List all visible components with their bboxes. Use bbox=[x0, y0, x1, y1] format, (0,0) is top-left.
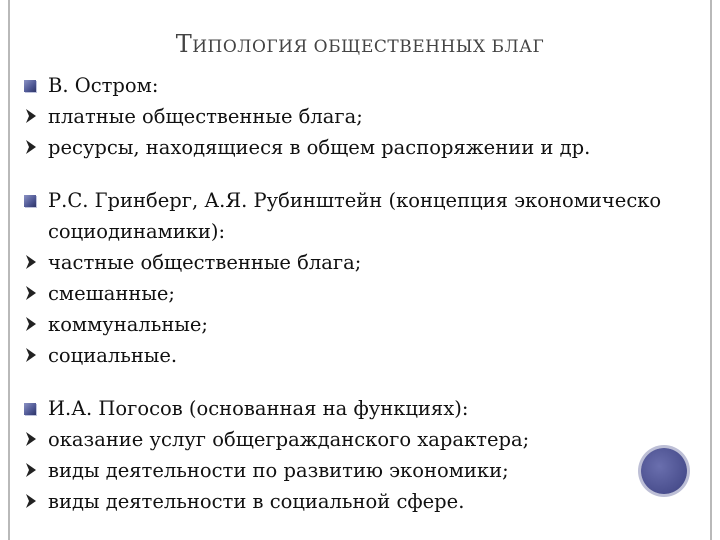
square-bullet-icon bbox=[24, 80, 36, 92]
group-heading-text: Р.С. Гринберг, А.Я. Рубинштейн (концепция экономическо bbox=[48, 189, 662, 212]
list-item-text: платные общественные блага; bbox=[48, 105, 363, 128]
arrow-bullet-icon bbox=[24, 431, 38, 447]
arrow-bullet-icon bbox=[24, 139, 38, 155]
group-heading bbox=[22, 70, 720, 101]
slide-title-first-letter: Т bbox=[175, 30, 193, 58]
arrow-bullet-icon bbox=[24, 285, 38, 301]
arrow-bullet-icon bbox=[24, 254, 38, 270]
list-item-text: ресурсы, находящиеся в общем распоряжении и др. bbox=[48, 136, 591, 159]
arrow-bullet-icon bbox=[24, 493, 38, 509]
square-bullet-icon bbox=[24, 195, 36, 207]
arrow-bullet-icon bbox=[24, 347, 38, 363]
slide-content bbox=[22, 70, 720, 517]
slide-title-rest: ИПОЛОГИЯ ОБЩЕСТВЕННЫХ БЛАГ bbox=[192, 37, 545, 57]
circle-decoration-icon bbox=[641, 448, 687, 494]
list-item-text: социальные. bbox=[48, 344, 178, 367]
list-item bbox=[22, 340, 720, 371]
list-item bbox=[22, 455, 720, 486]
list-item bbox=[22, 486, 720, 517]
list-item-text: виды деятельности в социальной сфере. bbox=[48, 490, 465, 513]
group-heading-cont-text: социодинамики): bbox=[48, 220, 226, 243]
list-item-text: частные общественные блага; bbox=[48, 251, 362, 274]
list-item bbox=[22, 278, 720, 309]
list-item-text: виды деятельности по развитию экономики; bbox=[48, 459, 509, 482]
group-heading-text: И.А. Погосов (основанная на функциях): bbox=[48, 397, 469, 420]
list-item bbox=[22, 247, 720, 278]
square-bullet-icon bbox=[24, 403, 36, 415]
list-item bbox=[22, 424, 720, 455]
list-item-text: оказание услуг общегражданского характера; bbox=[48, 428, 530, 451]
slide-title bbox=[0, 30, 720, 58]
list-item-text: смешанные; bbox=[48, 282, 176, 305]
list-item bbox=[22, 101, 720, 132]
arrow-bullet-icon bbox=[24, 316, 38, 332]
list-item-text: коммунальные; bbox=[48, 313, 208, 336]
group-heading-continuation bbox=[22, 216, 720, 247]
list-item bbox=[22, 132, 720, 163]
group-heading bbox=[22, 185, 720, 216]
arrow-bullet-icon bbox=[24, 108, 38, 124]
list-item bbox=[22, 309, 720, 340]
group-heading bbox=[22, 393, 720, 424]
group-heading-text: В. Остром: bbox=[48, 74, 159, 97]
arrow-bullet-icon bbox=[24, 462, 38, 478]
